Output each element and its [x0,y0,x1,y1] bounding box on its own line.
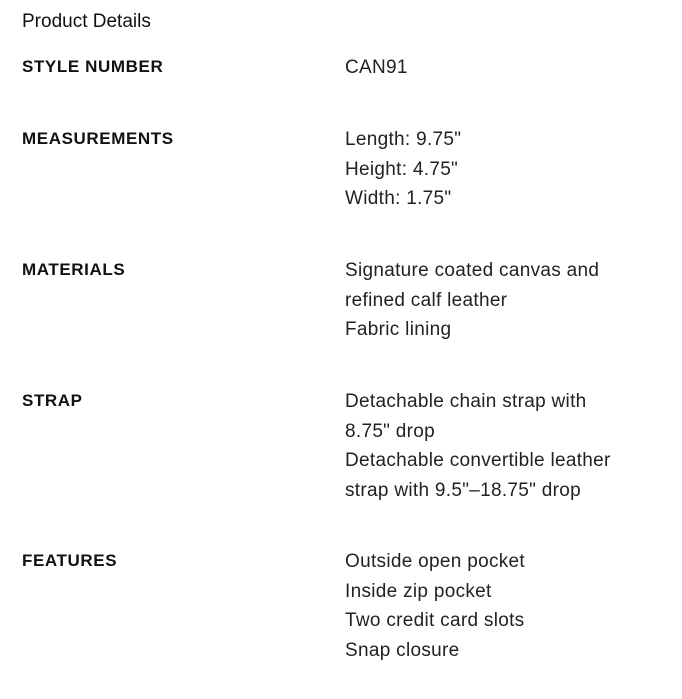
strap-line: strap with 9.5"–18.75" drop [345,479,582,501]
style-number-values [345,53,662,127]
page-title: Product Details [22,11,151,32]
materials-line: refined calf leather [345,289,508,311]
features-label: FEATURES [22,551,118,570]
feature-item: Snap closure [345,639,460,661]
strap-label: STRAP [22,391,83,410]
materials-values [345,256,662,389]
materials-line: Signature coated canvas and [345,260,600,281]
strap-line: Detachable chain strap with [345,391,587,412]
measurement-height: Height: 4.75" [345,158,459,180]
features-values [345,547,662,679]
style-number-label: STYLE NUMBER [22,57,164,76]
style-number-value: CAN91 [345,57,408,78]
detail-row-strap [22,389,662,549]
strap-line: 8.75" drop [345,420,436,442]
strap-values [345,387,662,549]
detail-row-materials [22,258,662,389]
measurement-length: Length: 9.75" [345,129,462,150]
measurements-label: MEASUREMENTS [22,129,174,148]
materials-label: MATERIALS [22,260,126,279]
strap-line: Detachable convertible leather [345,450,611,471]
feature-item: Two credit card slots [345,610,525,631]
feature-item: Outside open pocket [345,551,525,572]
detail-row-style-number [22,55,662,127]
detail-row-measurements [22,127,662,258]
feature-item: Inside zip pocket [345,580,492,602]
materials-line: Fabric lining [345,319,452,340]
detail-row-features [22,549,662,679]
product-details-panel [22,10,662,679]
measurements-values [345,125,662,258]
measurement-width: Width: 1.75" [345,188,452,209]
